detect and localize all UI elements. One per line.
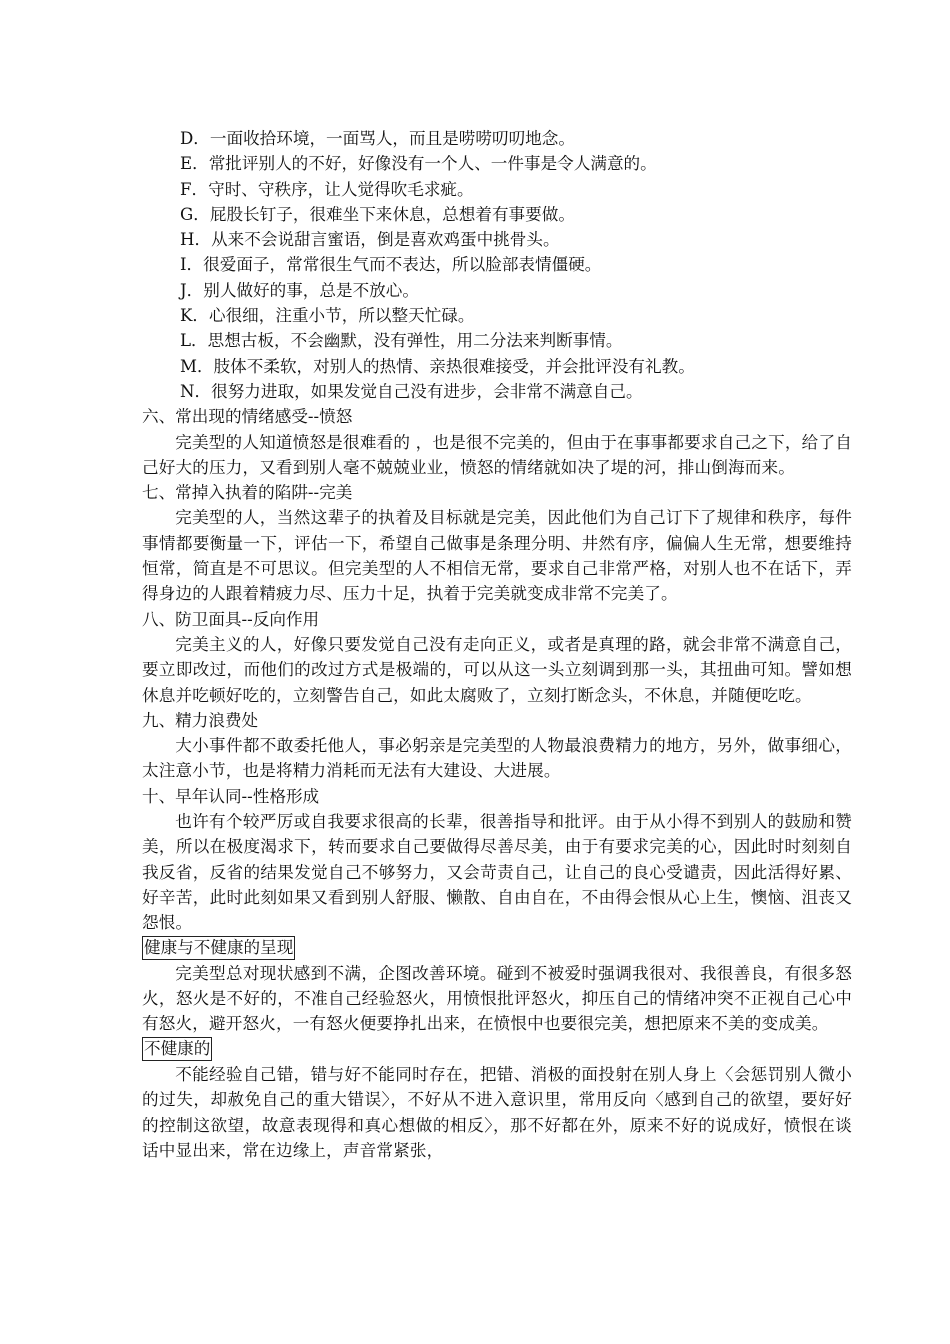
section-body-7: 完美型的人，当然这辈子的执着及目标就是完美，因此他们为自己订下了规律和秩序，每件事情都要衡量一下，评估一下，希望自己做事是条理分明、井然有序，偏偏人生无常，想要维持恒常，简直是不可思议。但完美型的人不相信无常，要求自己非常严格，对别人也不在话下，弄得身边的人跟着精疲力尽、压力十足，执着于完美就变成非常不完美了。 [142,508,852,604]
section-heading-10: 十、早年认同--性格形成 [142,786,320,806]
unhealthy-heading: 不健康的 [142,1037,212,1061]
list-item-l: L．思想古板，不会幽默，没有弹性，用二分法来判断事情。 [180,331,623,351]
list-item-h: H．从来不会说甜言蜜语，倒是喜欢鸡蛋中挑骨头。 [180,230,560,250]
list-item-f: F．守时、守秩序，让人觉得吹毛求疵。 [180,179,474,199]
trait-list [142,126,852,404]
section-heading-8: 八、防卫面具--反向作用 [142,609,320,629]
section-body-10: 也许有个较严厉或自我要求很高的长辈，很善指导和批评。由于从小得不到别人的鼓励和赞美，所以在极度渴求下，转而要求自己要做得尽善尽美，由于有要求完美的心，因此时时刻刻自我反省，反省的结果发觉自己不够努力，又会苛责自己，让自己的良心受谴责，因此活得好累、好辛苦，此时此刻如果又看到别人舒服、懒散、自由自在，不由得会恨从心上生，懊恼、沮丧又怨恨。 [142,812,852,933]
section-body-8: 完美主义的人，好像只要发觉自己没有走向正义，或者是真理的路，就会非常不满意自己，要立即改过，而他们的改过方式是极端的，可以从这一头立刻调到那一头，其扭曲可知。譬如想休息并吃顿好吃的，立刻警告自己，如此太腐败了，立刻打断念头，不休息，并随便吃吃。 [142,634,852,705]
list-item-i: I．很爱面子，常常很生气而不表达，所以脸部表情僵硬。 [180,255,602,275]
list-item-g: G．屁股长钉子，很难坐下来休息，总想着有事要做。 [180,204,575,224]
list-item-m: M．肢体不柔软，对别人的热情、亲热很难接受，并会批评没有礼教。 [180,356,695,376]
health-heading: 健康与不健康的呈现 [142,936,295,960]
list-item-d: D．一面收拾环境，一面骂人，而且是唠唠叨叨地念。 [180,129,575,148]
unhealthy-body: 不能经验自己错，错与好不能同时存在，把错、消极的面投射在别人身上〈会惩罚别人微小的过失，却赦免自己的重大错误〉，不好从不进入意识里，常用反向〈感到自己的欲望，要好好的控制这欲望，故意表现得和真心想做的相反〉，那不好都在外，原来不好的说成好，愤恨在谈话中显出来，常在边缘上，声音常紧张， [142,1064,852,1160]
list-item-j: J．别人做好的事，总是不放心。 [180,280,419,300]
section-heading-7: 七、常掉入执着的陷阱--完美 [142,483,353,503]
unhealthy-heading-box [142,1037,852,1062]
section-body-6: 完美型的人知道愤怒是很难看的 ，也是很不完美的，但由于在事事都要求自己之下，给了自己好大的压力，又看到别人毫不兢兢业业，愤怒的情绪就如决了堤的河，排山倒海而来。 [142,432,852,477]
list-item-e: E．常批评别人的不好，好像没有一个人、一件事是令人满意的。 [180,154,657,174]
health-body: 完美型总对现状感到不满，企图改善环境。碰到不被爱时强调我很对、我很善良，有很多怒火，怒火是不好的，不准自己经验怒火，用愤恨批评怒火，抑压自己的情绪冲突不正视自己心中有怒火，避开怒火，一有怒火便要挣扎出来，在愤恨中也要很完美，想把原来不美的变成美。 [142,963,852,1034]
section-heading-9: 九、精力浪费处 [142,710,259,730]
list-item-n: N．很努力进取，如果发觉自己没有进步，会非常不满意自己。 [180,381,643,401]
list-item-k: K．心很细，注重小节，所以整天忙碌。 [180,306,475,326]
section-body-9: 大小事件都不敢委托他人，事必躬亲是完美型的人物最浪费精力的地方，另外，做事细心，太注意小节，也是将精力消耗而无法有大建设、大进展。 [142,736,852,781]
document-content [142,126,852,1163]
health-heading-box [142,936,852,961]
section-heading-6: 六、常出现的情绪感受--愤怒 [142,407,353,427]
